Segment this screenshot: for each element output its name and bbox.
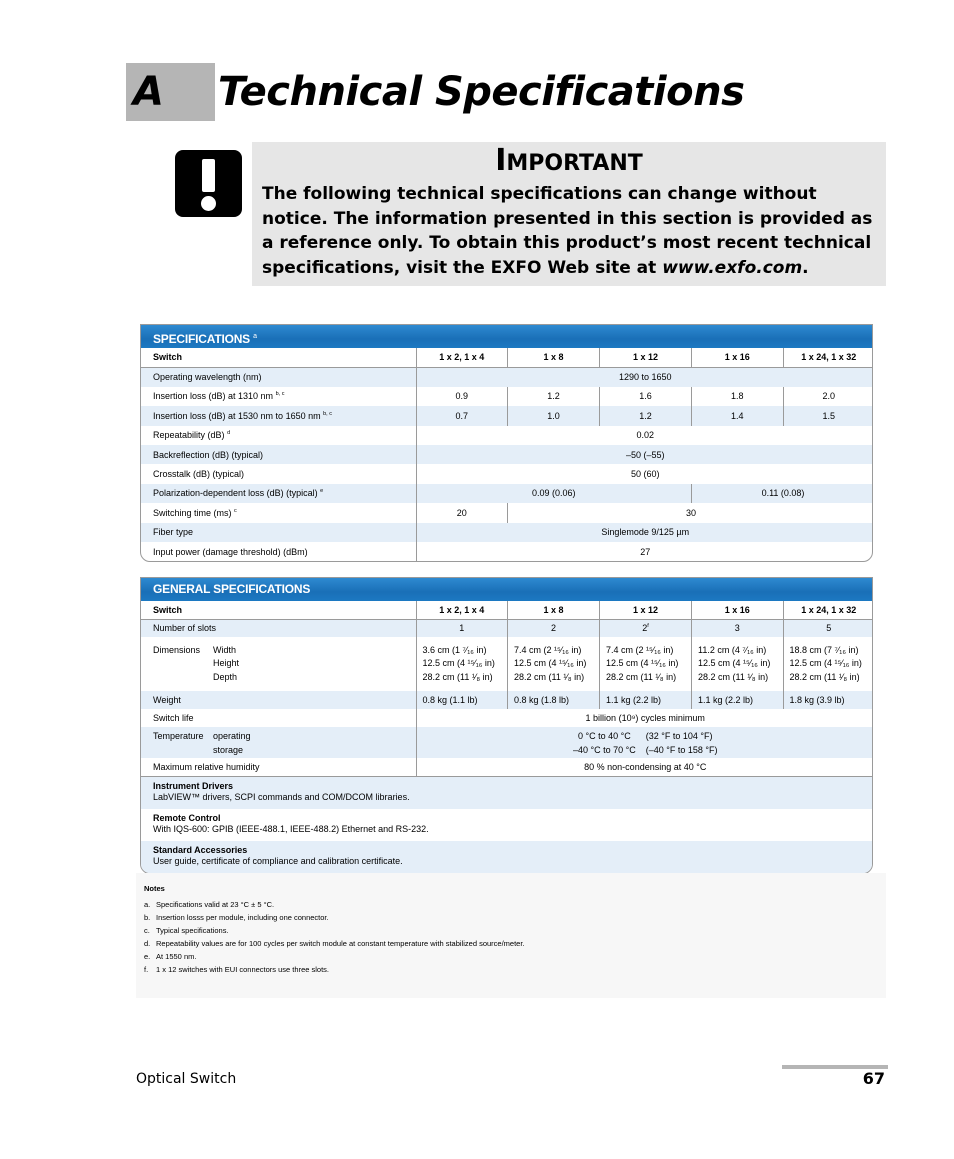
table-row: Maximum relative humidity 80 % non-condensing at 40 °C [141, 758, 873, 776]
remote-control: Remote Control With IQS-600: GPIB (IEEE-488.1, IEEE-488.2) Ethernet and RS-232. [153, 813, 429, 834]
notes-title: Notes [144, 884, 165, 893]
note-item: e. At 1550 nm. [144, 952, 197, 961]
exclamation-icon [175, 150, 242, 217]
table-header-row: Switch 1 x 2, 1 x 4 1 x 8 1 x 12 1 x 16 1 x 24, 1 x 32 [141, 348, 873, 367]
specifications-table [140, 324, 873, 562]
important-text: The following technical specifications can change without notice. The information presented in this section is provided as a reference only. To obtain this product’s most recent technical specifications, visit the EXFO Web site at www.exfo.com. [262, 184, 873, 278]
table-row: Switching time (ms) $^c$ 20 30 [141, 503, 873, 522]
page-number: 67 [862, 1069, 885, 1088]
footer-product-name: Optical Switch [136, 1071, 237, 1087]
note-item: d. Repeatability values are for 100 cycles per switch module at constant temperature with stabilized source/meter. [144, 939, 525, 948]
table-header-row: Switch 1 x 2, 1 x 4 1 x 8 1 x 12 1 x 16 1 x 24, 1 x 32 [141, 601, 873, 619]
note-item: b. Insertion losss per module, including one connector. [144, 913, 329, 922]
instrument-drivers: Instrument Drivers LabVIEW™ drivers, SCPI commands and COM/DCOM libraries. [141, 776, 872, 809]
notes-section [136, 873, 886, 998]
specifications-heading: SPECIFICATIONS $^a$ [141, 325, 872, 348]
note-item: a. Specifications valid at 23 °C ± 5 °C. [144, 900, 275, 909]
table-row: Fiber type Singlemode 9/125 µm [141, 523, 873, 542]
page-title: Technical Specifications [218, 69, 745, 115]
note-item: c. Typical specifications. [144, 926, 229, 935]
table-row: Repeatability (dB) $^d$ 0.02 [141, 426, 873, 445]
important-notice [252, 142, 886, 286]
table-row: Insertion loss (dB) at 1310 nm $^{b, c}$ 0.9 1.2 1.6 1.8 2.0 [141, 387, 873, 406]
general-specifications-table [140, 577, 873, 874]
table-row: Backreflection (dB) (typical) –50 (–55) [141, 445, 873, 464]
standard-accessories: Standard Accessories User guide, certificate of compliance and calibration certificate. [141, 841, 872, 873]
table-row: Weight 0.8 kg (1.1 lb) 0.8 kg (1.8 lb) 1.1 kg (2.2 lb) 1.1 kg (2.2 lb) 1.8 kg (3.9 lb) [141, 691, 873, 709]
important-heading: IMPORTANT [495, 143, 643, 178]
table-row: Switch life 1 billion (10⁹) cycles minimum [141, 709, 873, 727]
note-item: f. 1 x 12 switches with EUI connectors use three slots. [144, 965, 329, 974]
table-row: Operating wavelength (nm) 1290 to 1650 [141, 367, 873, 386]
table-row: Polarization-dependent loss (dB) (typical) $^e$ 0.09 (0.06) 0.11 (0.08) [141, 484, 873, 503]
chapter-letter: A [133, 69, 164, 115]
table-row: Dimensions Width Height Depth 3.6 cm (1 ⁷⁄₁₆ in) 12.5 cm (4 ¹⁵⁄₁₆ in) 28.2 cm (11 ¹⁄₈ in) 7.4 cm (2 ¹⁵⁄₁₆ in) 12.5 cm (4 ¹⁵⁄₁₆ in) 28.2 cm (11 ¹⁄₈ in) 7.4 cm (2 ¹⁵⁄₁₆ in) 12.5 cm (4 ¹⁵⁄₁₆ in) 28.2 cm (11 ¹⁄₈ in) 11.2 cm (4 ⁷⁄₁₆ in) 12.5 cm (4 ¹⁵⁄₁₆ in) 28.2 cm (11 ¹⁄₈ in) 18.8 cm (7 ⁷⁄₁₆ in) 12.5 cm (4 ¹⁵⁄₁₆ in) 28.2 cm (11 ¹⁄₈ in) [141, 637, 873, 691]
table-row: Number of slots 1 2 2$^f$ 3 5 [141, 619, 873, 637]
exfo-link[interactable]: www.exfo.com [662, 257, 803, 278]
table-row: Crosstalk (dB) (typical) 50 (60) [141, 464, 873, 483]
table-row: Insertion loss (dB) at 1530 nm to 1650 nm $^{b, c}$ 0.7 1.0 1.2 1.4 1.5 [141, 406, 873, 425]
table-row: Temperature operating storage 0 °C to 40 °C (32 °F to 104 °F) –40 °C to 70 °C (–40 °F to 158 °F) [141, 727, 873, 758]
table-row: Input power (damage threshold) (dBm) 27 [141, 542, 873, 561]
general-specifications-heading: GENERAL SPECIFICATIONS [141, 578, 872, 601]
